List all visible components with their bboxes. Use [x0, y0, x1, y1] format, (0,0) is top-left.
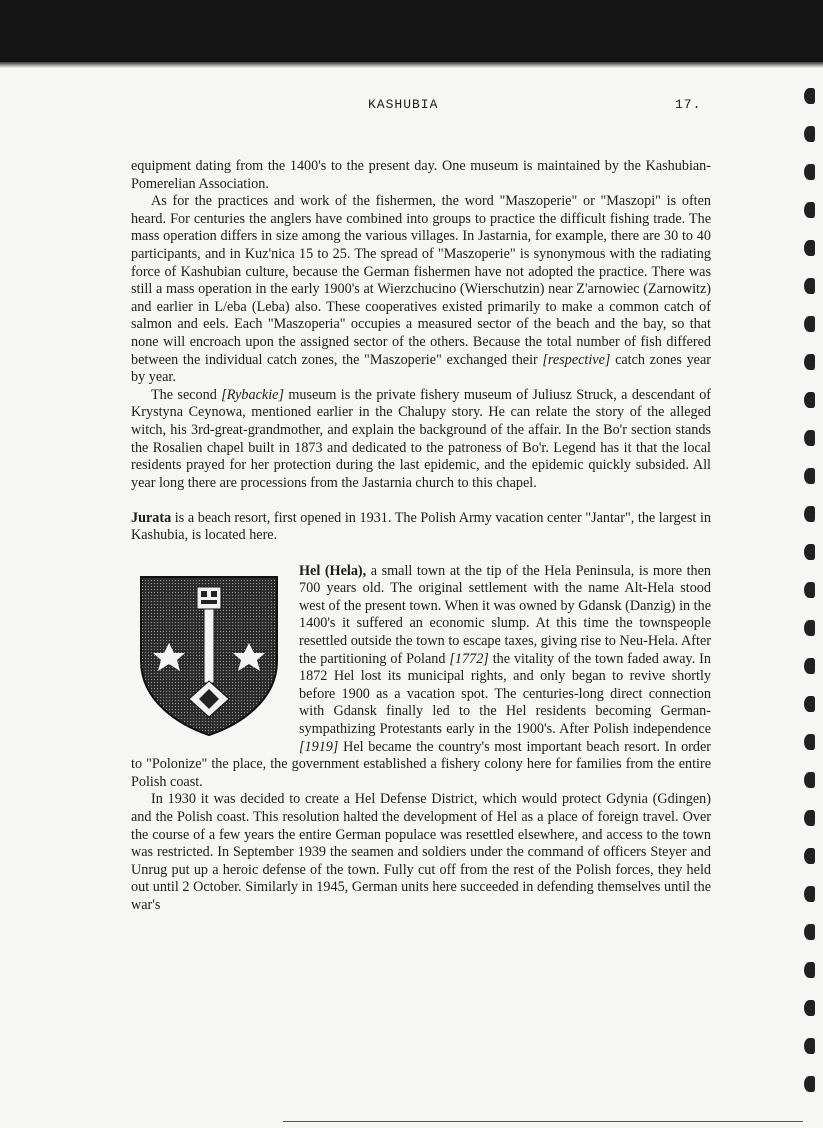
document-page: [0, 62, 823, 1128]
binding-ring: [804, 544, 815, 560]
jurata-heading: Jurata: [131, 509, 172, 526]
binding-ring: [804, 886, 815, 902]
hel-text-3: Hel became the country's most important beach resort. In order to "Polonize" the place, the government established a fishery colony here for families from the entire Polish coast.: [131, 738, 712, 790]
hel-heading: Hel (Hela),: [299, 562, 367, 579]
binding-ring: [804, 430, 815, 446]
paragraph-gap: [131, 492, 711, 510]
binding-ring: [804, 620, 815, 636]
paragraph-jurata: [131, 510, 711, 545]
page-number: 17.: [675, 97, 702, 112]
binding-ring: [804, 88, 815, 104]
second-museum-start: The second: [151, 386, 217, 403]
binding-ring: [804, 240, 815, 256]
binding-ring: [804, 924, 815, 940]
binding-ring: [804, 202, 815, 218]
paragraph-museum: equipment dating from the 1400's to the present day. One museum is maintained by the Kashubian-Pomerelian Association.: [131, 158, 711, 192]
binding-ring: [804, 848, 815, 864]
binding-ring: [804, 1038, 815, 1054]
hel-text-2: the vitality of the town faded away. In 1872 Hel lost its municipal rights, and only began to revive shortly before 1900 as a vacation spot. The centuries-long direct connection with Gdansk finally led to the Hel residents becoming German-sympathizing Protestants early in the 1900's. After Polish independence: [299, 650, 711, 737]
binding-ring: [804, 772, 815, 788]
binding-ring: [804, 316, 815, 332]
binding-ring: [804, 810, 815, 826]
paragraph-second-museum: [131, 387, 711, 493]
maszoperie-end: catch zones year by year.: [131, 351, 711, 386]
binding-ring: [804, 278, 815, 294]
maszoperie-italic: [respective]: [542, 351, 611, 368]
spiral-binding-icon: [789, 62, 823, 1128]
paragraph-gap: [131, 545, 711, 563]
binding-ring: [804, 392, 815, 408]
page-bottom-rule: [283, 1121, 803, 1122]
running-title: KASHUBIA: [368, 97, 439, 112]
binding-ring: [804, 696, 815, 712]
hel-coat-of-arms-icon: [135, 573, 283, 737]
scan-top-border: [0, 0, 823, 62]
binding-ring: [804, 468, 815, 484]
second-museum-text: museum is the private fishery museum of Juliusz Struck, a descendant of Krystyna Ceynowa, mentioned earlier in the Chalupy story. He can relate the story of the alleged witch, his 3rd-great-grandmother, and explain the background of the affair. In the Bo'r section stands the Rosalien chapel built in 1873 and dedicated to the patroness of Bo'r. Legend has it that the local residents prayed for her protection during the last epidemic, and the epidemic quickly subsided. All year long there are processions from the Jastarnia church to this chapel.: [131, 386, 712, 491]
binding-ring: [804, 164, 815, 180]
binding-ring: [804, 1076, 815, 1092]
main-text: [131, 158, 711, 915]
maszoperie-text: As for the practices and work of the fishermen, the word "Maszoperie" or "Maszopi" is often heard. For centuries the anglers have combined into groups to practice the difficult fishing trade. The mass operation differs in size among the various villages. In Jastarnia, for example, there are 30 to 40 participants, and in Kuz'nica 15 to 25. The spread of "Maszoperie" is synonymous with the radiating force of Kashubian culture, because the German fishermen have not adopted the practice. There was still a mass operation in the early 1900's at Wierzchucino (Wierschutzin) near Z'arnowiec (Zarnowitz) and earlier in L/eba (Leba) also. These cooperatives existed primarily to make a common catch of salmon and eels. Each "Maszoperia" occupies a measured sector of the beach and the bay, so that none will encroach upon the assigned sector of the others. Because the total number of fish differed between the individual catch zones, the "Maszoperie" exchanged their: [131, 193, 711, 368]
binding-ring: [804, 734, 815, 750]
hel-text-1: a small town at the tip of the Hela Peninsula, is more then 700 years old. The original settlement with the name Alt-Hela stood west of the present town. When it was owned by Gdansk (Danzig) in the 1400's it suffered an economic slump. At this time the townspeople resettled outside the town to escape taxes, giving rise to Neu-Hela. After the partitioning of Poland: [299, 562, 712, 667]
binding-ring: [804, 354, 815, 370]
hel-italic-1919: [1919]: [299, 738, 339, 755]
paragraph-maszoperie: [131, 193, 711, 387]
paragraph-hel: [131, 563, 711, 792]
second-museum-italic: [Rybackie]: [221, 386, 284, 403]
binding-ring: [804, 962, 815, 978]
paragraph-1930: In 1930 it was decided to create a Hel Defense District, which would protect Gdynia (Gdingen) and the Polish coast. This resolution halted the development of Hel as a place of foreign travel. Over the course of a few years the entire German populace was resettled elsewhere, and access to the town was restricted. In September 1939 the seamen and soldiers under the command of officers Steyer and Unrug put up a heroic defense of the town. Fully cut off from the rest of the Polish forces, they held out until 2 October. Similarly in 1945, German units here succeeded in defending themselves until the war's: [131, 791, 711, 913]
binding-ring: [804, 1000, 815, 1016]
binding-ring: [804, 582, 815, 598]
binding-ring: [804, 126, 815, 142]
jurata-text: is a beach resort, first opened in 1931. The Polish Army vacation center "Jantar", the largest in Kashubia, is located here.: [131, 509, 711, 544]
binding-ring: [804, 506, 815, 522]
binding-ring: [804, 658, 815, 674]
hel-italic-1772: [1772]: [449, 650, 489, 667]
